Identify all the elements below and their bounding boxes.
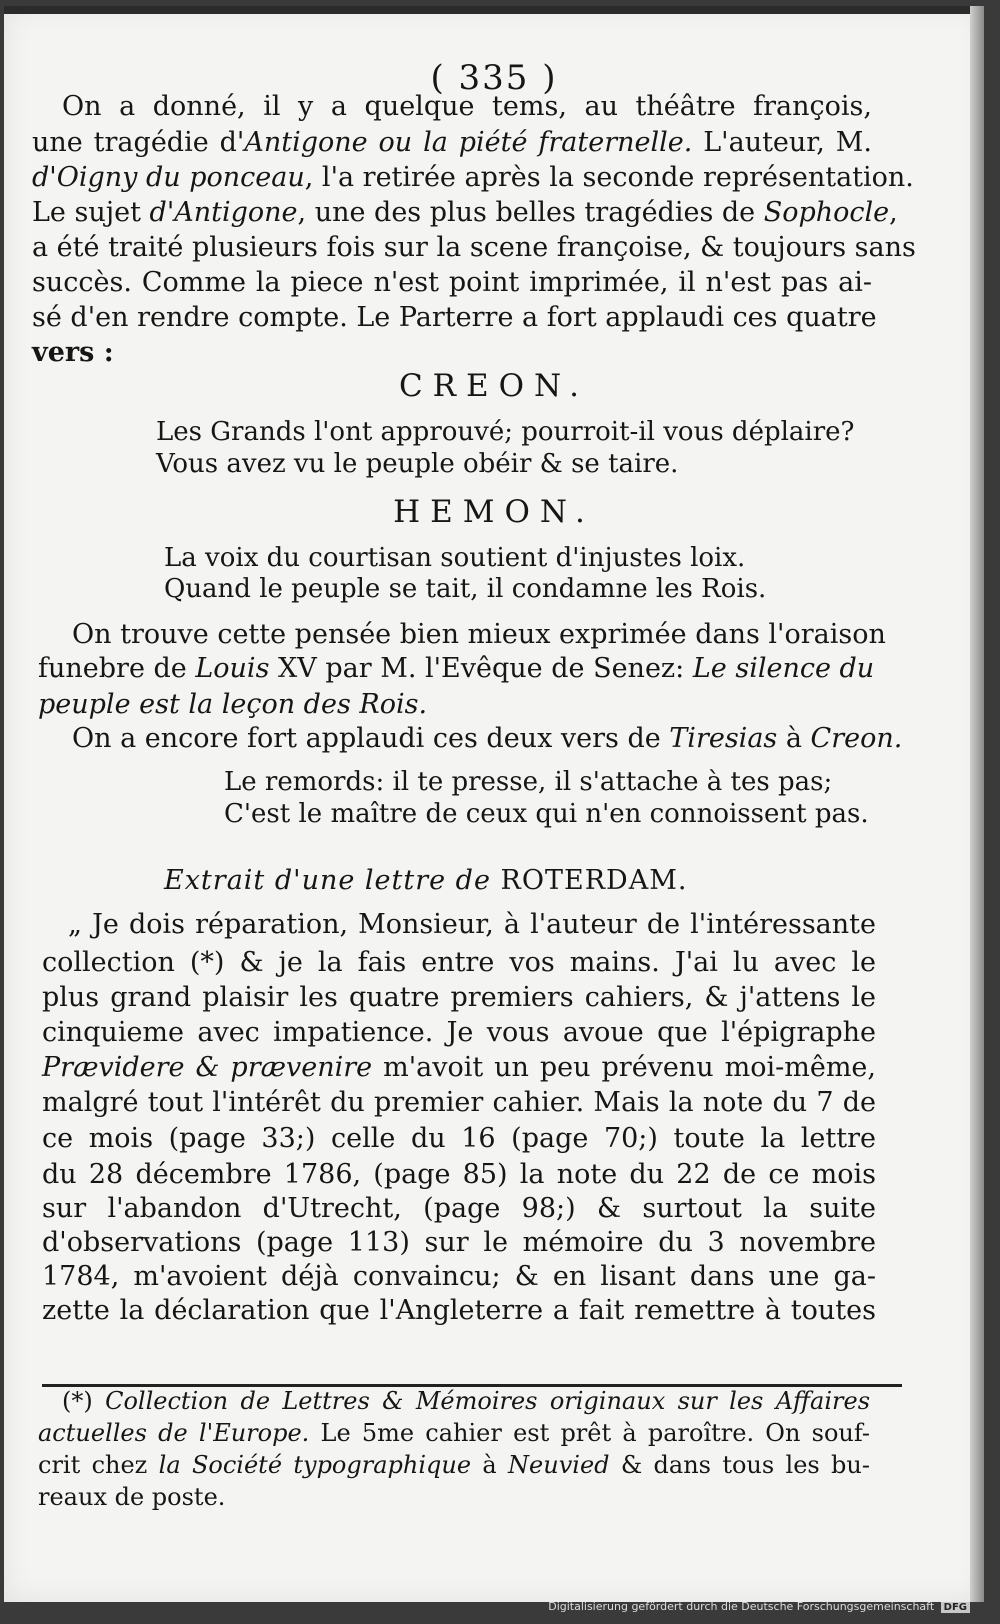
text-run: vers : xyxy=(32,337,114,368)
text-line xyxy=(32,336,114,370)
text-run: 1784, m'avoient déjà convaincu; & en lisant dans une ga- xyxy=(42,1261,876,1292)
text-run: sé d'en rendre compte. Le Parterre a fort applaudi ces quatre xyxy=(32,302,877,333)
text-run: succès. Comme la piece n'est point imprimée, il n'est pas ai- xyxy=(32,267,872,298)
text-line xyxy=(38,688,427,722)
text-run: zette la déclaration que l'Angleterre a fait remettre à toutes xyxy=(42,1295,876,1326)
italic-run: Le silence du xyxy=(692,653,875,684)
text-line xyxy=(72,618,886,652)
text-line xyxy=(42,1226,876,1260)
italic-run: Creon. xyxy=(810,723,903,754)
text-run: a été traité plusieurs fois sur la scene françoise, & toujours sans xyxy=(32,232,916,263)
italic-run: actuelles de l'Europe. xyxy=(38,1419,310,1447)
text-line xyxy=(42,1122,876,1156)
text-run: On a encore fort applaudi ces deux vers de xyxy=(72,723,670,754)
text-run: crit chez xyxy=(38,1451,159,1479)
text-run: sur l'abandon d'Utrecht, (page 98;) & surtout la suite xyxy=(42,1193,876,1224)
text-run: On trouve cette pensée bien mieux exprimée dans l'oraison xyxy=(72,619,886,650)
text-run: , xyxy=(889,197,898,228)
verse-line: Le remords: il te presse, il s'attache à tes pas; xyxy=(224,767,833,797)
italic-run: Sophocle xyxy=(763,197,890,228)
italic-run: Louis xyxy=(195,653,270,684)
italic-run: Neuvied xyxy=(508,1451,610,1479)
italic-run: peuple est la leçon des Rois. xyxy=(38,689,428,720)
text-run: XV par M. l'Evêque de Senez: xyxy=(269,653,693,684)
text-run: Le sujet xyxy=(32,197,150,228)
text-run: On a donné, il y a quelque tems, au théâtre françois, xyxy=(62,91,872,122)
text-line xyxy=(42,1294,876,1328)
text-line xyxy=(32,126,872,160)
text-run: L'auteur, M. xyxy=(692,127,872,158)
italic-run: d'Oigny du ponceau xyxy=(32,162,305,193)
scanned-page xyxy=(4,6,984,1602)
italic-run: Collection de Lettres & Mémoires originaux sur les Affaires xyxy=(105,1387,871,1415)
text-line xyxy=(32,196,898,230)
footnote-line xyxy=(38,1482,225,1513)
text-run: reaux de poste. xyxy=(38,1483,226,1511)
text-line xyxy=(68,908,876,942)
verse-line: Les Grands l'ont approuvé; pourroit-il vous déplaire? xyxy=(156,417,855,447)
text-line xyxy=(42,1016,876,1050)
page-number: ( 335 ) xyxy=(430,58,558,98)
text-run: & dans tous les bu- xyxy=(609,1451,870,1479)
italic-run: d'Antigone xyxy=(149,197,298,228)
text-line xyxy=(38,652,875,686)
digitization-notice xyxy=(548,1600,970,1613)
text-run: à xyxy=(777,723,811,754)
italic-run: Extrait d'une lettre de xyxy=(164,865,501,896)
footnote-line xyxy=(38,1418,870,1449)
text-run: Le 5me cahier est prêt à paroître. On souf- xyxy=(309,1419,870,1447)
text-run: (*) xyxy=(62,1387,106,1415)
text-run: , une des plus belles tragédies de xyxy=(297,197,764,228)
text-line xyxy=(42,1192,876,1226)
text-run: collection (*) & je la fais entre vos mains. J'ai lu avec le xyxy=(42,947,876,978)
italic-run: Prævidere & prævenire xyxy=(42,1052,373,1083)
text-run: d'observations (page 113) sur le mémoire du 3 novembre xyxy=(42,1227,876,1258)
text-run: „ Je dois réparation, Monsieur, à l'auteur de l'intéressante xyxy=(68,909,876,940)
verse-line: C'est le maître de ceux qui n'en connoissent pas. xyxy=(224,799,869,829)
scan-right-edge xyxy=(970,6,984,1602)
text-line xyxy=(72,722,902,756)
text-run: plus grand plaisir les quatre premiers cahiers, & j'attens le xyxy=(42,982,876,1013)
text-run: ROTERDAM. xyxy=(500,865,688,896)
text-line xyxy=(42,1086,876,1120)
footnote-line xyxy=(38,1450,870,1481)
digitization-notice-text: Digitalisierung gefördert durch die Deutsche Forschungsgemeinschaft xyxy=(548,1600,935,1613)
text-run: , l'a retirée après la seconde représentation. xyxy=(304,162,914,193)
text-run: une tragédie d' xyxy=(32,127,245,158)
section-title xyxy=(164,864,687,898)
verse-line: Quand le peuple se tait, il condamne les Rois. xyxy=(164,574,767,604)
verse-line: Vous avez vu le peuple obéir & se taire. xyxy=(156,449,679,479)
text-line xyxy=(42,981,876,1015)
italic-run: Tiresias xyxy=(669,723,778,754)
footnote-line xyxy=(62,1386,870,1417)
scan-top-edge xyxy=(4,6,984,14)
italic-run: Antigone ou la piété fraternelle. xyxy=(244,127,693,158)
text-line xyxy=(32,266,872,300)
text-run: funebre de xyxy=(38,653,196,684)
text-run: m'avoit un peu prévenu moi-même, xyxy=(372,1052,876,1083)
text-line xyxy=(62,90,872,124)
text-run: à xyxy=(471,1451,509,1479)
text-line xyxy=(42,946,876,980)
speaker-heading-hemon: HEMON. xyxy=(393,494,595,530)
text-run: malgré tout l'intérêt du premier cahier. Mais la note du 7 de xyxy=(42,1087,876,1118)
italic-run: la Société typographique xyxy=(158,1451,472,1479)
text-line xyxy=(42,1051,876,1085)
text-line xyxy=(32,231,916,265)
speaker-heading-creon: CREON. xyxy=(398,368,590,404)
text-line xyxy=(42,1260,876,1294)
text-line xyxy=(32,301,877,335)
text-run: du 28 décembre 1786, (page 85) la note du 22 de ce mois xyxy=(42,1159,876,1190)
text-line xyxy=(42,1158,876,1192)
text-line xyxy=(32,161,914,195)
dfg-logo: DFG xyxy=(941,1602,970,1613)
text-run: ce mois (page 33;) celle du 16 (page 70;) toute la lettre xyxy=(42,1123,876,1154)
verse-line: La voix du courtisan soutient d'injustes loix. xyxy=(164,543,746,573)
text-run: cinquieme avec impatience. Je vous avoue que l'épigraphe xyxy=(42,1017,876,1048)
